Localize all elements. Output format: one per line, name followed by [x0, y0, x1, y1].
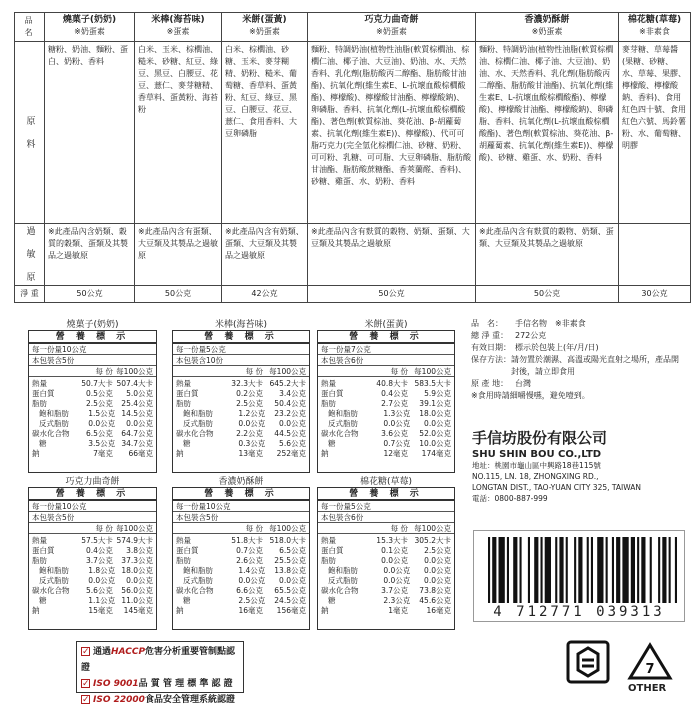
nutrition-row: 糖 1.1公克 11.0公克: [39, 596, 154, 605]
nutrition-row: 碳水化合物 2.2公克 44.5公克: [176, 429, 306, 438]
barcode-bar: [631, 537, 635, 603]
barcode-bar: [669, 537, 671, 603]
label-weight: 淨 重: [15, 286, 45, 303]
nutrition-panel-title: 棉花糖(草莓): [359, 477, 413, 487]
weight-5: 50公克: [476, 286, 619, 303]
nutrition-row: 鈉 1毫克 16毫克: [321, 606, 451, 615]
nutrition-row: 飽和脂肪 1.4公克 13.8公克: [183, 566, 306, 575]
servings-per-pack: 本包裝含5份: [29, 512, 156, 523]
serving-size: 每一份量5公克: [318, 501, 454, 512]
nutrition-panel-title: 香濃奶酥餅: [218, 477, 264, 487]
nutrition-row: 糖 0.7公克 10.0公克: [328, 439, 451, 448]
servings-per-pack: 本包裝含5份: [29, 355, 156, 366]
recycle-paper-icon: [566, 640, 610, 684]
barcode-bar: [591, 537, 593, 603]
nutrition-row: 熱量 51.8大卡 518.0大卡: [176, 536, 306, 545]
product-col-4: 巧克力曲奇餅 ※奶蛋素: [308, 13, 476, 42]
weight-3: 42公克: [222, 286, 308, 303]
barcode-bar: [566, 537, 568, 603]
nutrition-row: 碳水化合物 5.6公克 56.0公克: [32, 586, 153, 595]
nutrition-panel-title: 米餅(蛋黃): [364, 320, 408, 330]
nutrition-col-headers: 每 份 每100公克: [29, 523, 156, 534]
product-col-3: 米餅(蛋黃) ※奶蛋素: [222, 13, 308, 42]
nutrition-panel: [28, 487, 157, 630]
label-product-name: 品 名: [15, 13, 45, 42]
ingredients-3: 白米、棕櫚油、砂糖、玉米、麥芽糊精、奶粉、糙米、葡萄糖、香草料、蛋黃粉、紅豆、綠豆、黑豆、白腰豆、花豆、薏仁、食用香料、大豆卵磷脂: [222, 42, 308, 224]
nutrition-row: 碳水化合物 3.7公克 73.8公克: [321, 586, 451, 595]
barcode-bar: [641, 537, 645, 603]
nutrition-row: 糖 2.5公克 24.5公克: [183, 596, 306, 605]
nutrition-row: 反式脂肪 0.0公克 0.0公克: [183, 576, 306, 585]
nutrition-row: 脂肪 2.5公克 50.4公克: [176, 399, 306, 408]
nutrition-row: 熱量 57.5大卡 574.9大卡: [32, 536, 153, 545]
allergen-4: ※此產品內含有麩質的穀物、奶類、蛋類、大豆類及其製品之過敏原: [308, 224, 476, 286]
serving-size: 每一份量10公克: [29, 501, 156, 512]
recycle-number: 7: [645, 662, 655, 677]
weight-row: [15, 286, 691, 303]
barcode-bar: [541, 537, 543, 603]
nutrition-col-headers: 每 份 每100公克: [29, 366, 156, 377]
barcode-bar: [574, 537, 576, 603]
servings-per-pack: 本包裝含10份: [173, 355, 309, 366]
company-block: [472, 427, 641, 504]
recycle-triangle-icon: [626, 642, 674, 682]
serving-size: 每一份量10公克: [173, 501, 309, 512]
nutrition-row: 反式脂肪 0.0公克 0.0公克: [328, 419, 451, 428]
serving-size: 每一份量10公克: [29, 344, 156, 355]
company-address-zh: 地址：桃園市龜山區中興路18巷115號: [472, 461, 601, 470]
barcode-bar: [606, 537, 608, 603]
nutrition-row: 蛋白質 0.4公克 5.9公克: [321, 389, 451, 398]
product-table: [14, 12, 691, 303]
barcode-bar: [658, 537, 660, 603]
company-name-zh: 手信坊股份有限公司: [472, 429, 608, 447]
info-line: 原 產 地： 台灣: [471, 379, 531, 388]
checkbox-icon: [81, 679, 90, 688]
ingredients-6: 麥芽糖、草莓醬(果糖、砂糖、水、草莓、果膠、檸檬酸、檸檬酸鈉、香料)、食用紅色四十號、食用紅色六號、馬鈴薯粉、水、葡萄糖、明膠: [619, 42, 691, 224]
nutrition-header: 營 養 標 示: [173, 488, 309, 501]
nutrition-col-headers: 每 份 每100公克: [173, 523, 309, 534]
barcode-bar: [528, 537, 530, 603]
allergen-3: ※此產品內含有奶類、蛋類、大豆類及其製品之過敏原: [222, 224, 308, 286]
recycle-other-label: OTHER: [628, 683, 667, 694]
serving-size: 每一份量7公克: [318, 344, 454, 355]
nutrition-row: 糖 3.5公克 34.7公克: [39, 439, 154, 448]
nutrition-row: 反式脂肪 0.0公克 0.0公克: [183, 419, 306, 428]
nutrition-panel: [172, 330, 310, 473]
nutrition-panel: [317, 330, 455, 473]
nutrition-row: 脂肪 3.7公克 37.3公克: [32, 556, 153, 565]
product-col-6: 棉花糖(草莓) ※非素食: [619, 13, 691, 42]
servings-per-pack: 本包裝含6份: [318, 355, 454, 366]
nutrition-row: 脂肪 0.0公克 0.0公克: [321, 556, 451, 565]
nutrition-panel-title: 燒菓子(奶奶): [66, 320, 119, 330]
barcode-bar: [499, 537, 505, 603]
barcode-bar: [555, 537, 557, 603]
nutrition-row: 鈉 7毫克 66毫克: [32, 449, 153, 458]
nutrition-row: 脂肪 2.5公克 25.4公克: [32, 399, 153, 408]
nutrition-row: 飽和脂肪 1.8公克 18.0公克: [39, 566, 154, 575]
product-info: [471, 318, 683, 402]
nutrition-row: 糖 0.3公克 5.6公克: [183, 439, 306, 448]
nutrition-row: 脂肪 2.6公克 25.5公克: [176, 556, 306, 565]
nutrition-row: 反式脂肪 0.0公克 0.0公克: [328, 576, 451, 585]
servings-per-pack: 本包裝含5份: [173, 512, 309, 523]
nutrition-panel: [172, 487, 310, 630]
info-line: 有效日期： 標示於包裝上(年/月/日): [471, 343, 599, 352]
nutrition-row: 糖 2.3公克 45.6公克: [328, 596, 451, 605]
weight-2: 50公克: [135, 286, 222, 303]
checkbox-icon: [81, 647, 90, 656]
barcode: [473, 530, 685, 622]
info-line: 保存方法： 請勿置於潮濕、高溫或陽光直射之場所，產品開封後，請立即食用: [471, 355, 679, 376]
nutrition-col-headers: 每 份 每100公克: [173, 366, 309, 377]
nutrition-row: 碳水化合物 6.6公克 65.5公克: [176, 586, 306, 595]
nutrition-row: 飽和脂肪 1.2公克 23.2公克: [183, 409, 306, 418]
nutrition-row: 鈉 13毫克 252毫克: [176, 449, 306, 458]
nutrition-header: 營 養 標 示: [29, 331, 156, 344]
nutrition-header: 營 養 標 示: [318, 331, 454, 344]
barcode-bar: [622, 537, 628, 603]
nutrition-panel-title: 巧克力曲奇餅: [65, 477, 120, 487]
company-address-en-2: LONGTAN DIST., TAO-YUAN CITY 325, TAIWAN: [472, 483, 641, 492]
nutrition-panel: [317, 487, 455, 630]
nutrition-row: 反式脂肪 0.0公克 0.0公克: [39, 419, 154, 428]
weight-1: 50公克: [45, 286, 135, 303]
nutrition-row: 鈉 16毫克 156毫克: [176, 606, 306, 615]
barcode-bar: [492, 537, 496, 603]
nutrition-row: 蛋白質 0.1公克 2.5公克: [321, 546, 451, 555]
nutrition-row: 熱量 40.8大卡 583.5大卡: [321, 379, 451, 388]
nutrition-col-headers: 每 份 每100公克: [318, 523, 454, 534]
nutrition-row: 飽和脂肪 1.5公克 14.5公克: [39, 409, 154, 418]
nutrition-row: 碳水化合物 3.6公克 52.0公克: [321, 429, 451, 438]
ingredients-2: 白米、玉米、棕櫚油、糙米、砂糖、紅豆、綠豆、黑豆、白腰豆、花豆、薏仁、麥芽糖精、香草料、蛋黃粉、海苔粉: [135, 42, 222, 224]
nutrition-row: 碳水化合物 6.5公克 64.7公克: [32, 429, 153, 438]
ingredients-1: 糖粉、奶油、麵粉、蛋白、奶粉、香料: [45, 42, 135, 224]
nutrition-header: 營 養 標 示: [173, 331, 309, 344]
nutrition-row: 熱量 50.7大卡 507.4大卡: [32, 379, 153, 388]
barcode-bar: [507, 537, 509, 603]
weight-4: 50公克: [308, 286, 476, 303]
product-col-1: 燒菓子(奶奶) ※奶蛋素: [45, 13, 135, 42]
barcode-bar: [612, 537, 614, 603]
barcode-bar: [675, 537, 677, 603]
nutrition-row: 鈉 12毫克 174毫克: [321, 449, 451, 458]
ingredients-5: 麵粉、特調奶油(植物性油脂(軟質棕櫚油、棕櫚仁油、椰子油、大豆油)、奶油、水、天然香料、乳化劑(脂肪酸丙二醇酯、脂肪酸甘油酯)、抗氧化劑(維生素E、L-抗壞血酸棕櫚酸酯)、檸檬酸)、檸檬酸甘油酯、檸檬酸鈉)、卵磷脂、香料、抗氧化劑(L-抗壞血酸棕櫚酸酯)、著色劑(軟質棕油、葵花油、β-胡蘿蔔素、抗氧化劑(維生素E))、檸檬酸)、砂糖、雞蛋、水、奶粉、香料: [476, 42, 619, 224]
nutrition-row: 蛋白質 0.2公克 3.4公克: [176, 389, 306, 398]
nutrition-col-headers: 每 份 每100公克: [318, 366, 454, 377]
barcode-bar: [650, 537, 652, 603]
barcode-bars: [474, 535, 686, 607]
barcode-bar: [597, 537, 603, 603]
cert-iso22000: ✓ISO 22000食品安全管理系統認證: [81, 692, 239, 708]
barcode-bar: [520, 537, 522, 603]
label-ingredients: 原 料: [15, 42, 45, 224]
barcode-bar: [488, 537, 490, 603]
nutrition-row: 蛋白質 0.4公克 3.8公克: [32, 546, 153, 555]
nutrition-row: 反式脂肪 0.0公克 0.0公克: [39, 576, 154, 585]
product-col-2: 米棒(海苔味) ※蛋素: [135, 13, 222, 42]
info-line: 品 名： 手信名物 ※非素食: [471, 319, 586, 328]
barcode-bar: [559, 537, 563, 603]
allergen-5: ※此產品內含有麩質的穀物、奶類、蛋類、大豆類及其製品之過敏原: [476, 224, 619, 286]
nutrition-row: 鈉 15毫克 145毫克: [32, 606, 153, 615]
allergen-row: [15, 224, 691, 286]
company-phone: 電話：0800-887-999: [472, 494, 548, 503]
allergen-6: [619, 224, 691, 286]
barcode-bar: [534, 537, 538, 603]
cert-haccp: ✓通過HACCP危害分析重要管制點認證: [81, 644, 239, 676]
servings-per-pack: 本包裝含6份: [318, 512, 454, 523]
allergen-2: ※此產品內含有蛋類、大豆類及其製品之過敏原: [135, 224, 222, 286]
product-header-row: [15, 13, 691, 42]
barcode-bar: [578, 537, 582, 603]
company-address-en-1: NO.115, LN. 18, ZHONGXING RD.,: [472, 472, 599, 481]
barcode-bar: [587, 537, 589, 603]
info-note: ※食用時請細嚼慢嚥，避免噎到。: [471, 391, 590, 400]
weight-6: 30公克: [619, 286, 691, 303]
ingredients-4: 麵粉、特調奶油(植物性油脂(軟質棕櫚油、棕櫚仁油、椰子油、大豆油)、奶油、水、天然香料、乳化劑(脂肪酸丙二醇酯、脂肪酸甘油酯)、抗氧化劑(維生素E、L-抗壞血酸棕櫚酸酯)、檸檬酸)、檸檬酸甘油酯、檸檬酸鈉)、卵磷脂、香料、抗氧化劑(L-抗壞血酸棕櫚酸酯)、著色劑(軟質棕油、葵花油、β-胡蘿蔔素、抗氧化劑(維生素E))、檸檬酸)、代可可脂巧克力(完全氫化棕櫚仁油、砂糖、奶粉、可可粉、乳糖、可可脂、大豆卵磷脂、脂肪酸甘油酯、脂肪酸蔗糖酯、香莢蘭醛、香料)、砂糖、雞蛋、水、奶粉、香料: [308, 42, 476, 224]
nutrition-row: 蛋白質 0.7公克 6.5公克: [176, 546, 306, 555]
barcode-bar: [637, 537, 639, 603]
nutrition-panel: [28, 330, 157, 473]
nutrition-header: 營 養 標 示: [29, 488, 156, 501]
serving-size: 每一份量5公克: [173, 344, 309, 355]
ingredients-row: [15, 42, 691, 224]
nutrition-row: 飽和脂肪 1.3公克 18.0公克: [328, 409, 451, 418]
nutrition-row: 脂肪 2.7公克 39.1公克: [321, 399, 451, 408]
cert-iso9001: ✓ISO 9001品 質 管 理 標 準 認 證: [81, 676, 239, 692]
label-allergen: 過 敏 原: [15, 224, 45, 286]
info-line: 總 淨 重： 272公克: [471, 331, 547, 340]
barcode-bar: [616, 537, 620, 603]
barcode-number: 4 712771 039313: [493, 604, 665, 620]
barcode-bar: [513, 537, 517, 603]
barcode-bar: [545, 537, 551, 603]
allergen-1: ※此產品內含奶類、穀質的穀類、蛋類及其製品之過敏原: [45, 224, 135, 286]
product-col-5: 香濃奶酥餅 ※奶蛋素: [476, 13, 619, 42]
nutrition-row: 熱量 32.3大卡 645.2大卡: [176, 379, 306, 388]
nutrition-row: 蛋白質 0.5公克 5.0公克: [32, 389, 153, 398]
nutrition-header: 營 養 標 示: [318, 488, 454, 501]
nutrition-panel-title: 米棒(海苔味): [214, 320, 268, 330]
nutrition-row: 飽和脂肪 0.0公克 0.0公克: [328, 566, 451, 575]
company-name-en: SHU SHIN BOU CO.,LTD: [472, 449, 602, 460]
nutrition-row: 熱量 15.3大卡 305.2大卡: [321, 536, 451, 545]
certifications: [76, 641, 244, 705]
barcode-bar: [662, 537, 666, 603]
